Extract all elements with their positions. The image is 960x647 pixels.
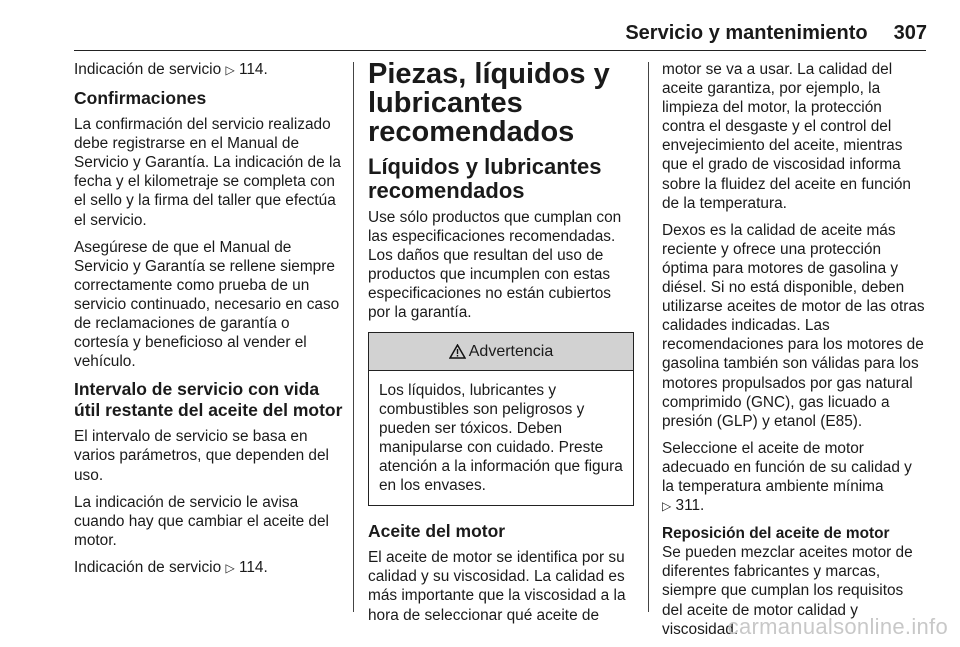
page-header bbox=[625, 22, 927, 45]
oil-continued-paragraph: motor se va a usar. La calidad del aceite garantiza, por ejemplo, la limpieza del motor, la protección contra el desgaste y el control del envejecimiento del aceite, mientras que el grado de viscosidad informa sobre la fluidez del aceite en función de la temperatura. bbox=[662, 61, 911, 212]
dexos-paragraph: Dexos es la calidad de aceite más reciente y ofrece una protección óptima para motores de gasolina y diésel. Si no está disponible, deben utilizarse aceites de motor de las otras calidades indicadas. Las recomendaciones para los motores de gasolina también son válidas para los motores propulsados por gas natural comprimido (GNC), gas licuado a presión (GLP) y etanol (E85). bbox=[662, 221, 925, 430]
warning-text: Los líquidos, lubricantes y combustibles son peligrosos y pueden ser tóxicos. Deben manipularse con cuidado. Preste atención a la información que figura en los envases. bbox=[379, 381, 623, 495]
use-paragraph: Use sólo productos que cumplan con las especificaciones recomendadas. Los daños que resultan del uso de productos que incumplen con estas especificaciones no están cubiertos por la garantía. bbox=[368, 209, 622, 322]
page-number: 307 bbox=[893, 22, 927, 44]
interval-paragraph-3: Indicación de servicio ▷ 114. bbox=[74, 558, 268, 576]
watermark: carmanualsonline.info bbox=[727, 614, 948, 639]
column-1 bbox=[74, 60, 346, 586]
header-rule bbox=[74, 50, 926, 51]
confirm-paragraph-1: La confirmación del servicio realizado debe registrarse en el Manual de Servicio y Garantía. La indicación de la fecha y el kilometraje se completa con el sello y la firma del taller que efectúa el servicio. bbox=[74, 116, 341, 229]
interval-paragraph-1: El intervalo de servicio se basa en varios parámetros, que dependen del uso. bbox=[74, 428, 329, 484]
section-subtitle: Líquidos y lubricantes recomendados bbox=[368, 154, 602, 203]
warning-triangle-icon bbox=[449, 344, 466, 359]
section-title: Piezas, líquidos y lubricantes recomendados bbox=[368, 58, 610, 148]
column-divider bbox=[353, 62, 354, 612]
select-oil-paragraph: Seleccione el aceite de motor adecuado en función de su calidad y la temperatura ambiente mínima ▷ 311. bbox=[662, 439, 912, 515]
heading-oil-refill: Reposición del aceite de motor bbox=[662, 525, 890, 543]
warning-box bbox=[368, 332, 634, 507]
column-2 bbox=[368, 60, 634, 633]
column-divider bbox=[648, 62, 649, 612]
header-title: Servicio y mantenimiento bbox=[625, 22, 868, 44]
warning-header bbox=[369, 333, 633, 371]
refill-paragraph: Se pueden mezclar aceites motor de diferentes fabricantes y marcas, siempre que cumplan los requisitos del aceite de motor calidad y viscosidad. bbox=[662, 544, 913, 638]
warning-title: Advertencia bbox=[468, 342, 554, 360]
intro-paragraph: Indicación de servicio ▷ 114. bbox=[74, 61, 268, 78]
page-ref-icon: ▷ bbox=[662, 499, 672, 514]
page-ref-link[interactable]: 311. bbox=[675, 497, 705, 515]
heading-confirmations: Confirmaciones bbox=[74, 88, 207, 109]
page-ref-link[interactable]: 114 bbox=[238, 558, 264, 576]
oil-paragraph: El aceite de motor se identifica por su calidad y su viscosidad. La calidad es más importante que la viscosidad a la hora de seleccionar qué aceite de bbox=[368, 549, 626, 624]
interval-paragraph-2: La indicación de servicio le avisa cuando hay que cambiar el aceite del motor. bbox=[74, 493, 329, 549]
heading-engine-oil: Aceite del motor bbox=[368, 521, 506, 542]
page-ref-icon: ▷ bbox=[225, 560, 235, 575]
page-ref-link[interactable]: 114 bbox=[238, 61, 264, 78]
page-ref-icon: ▷ bbox=[225, 63, 235, 77]
column-3 bbox=[662, 60, 928, 647]
heading-service-interval: Intervalo de servicio con vida útil restante del aceite del motor bbox=[74, 379, 343, 421]
confirm-paragraph-2: Asegúrese de que el Manual de Servicio y Garantía se rellene siempre correctamente como prueba de un servicio continuado, necesario en caso de reclamaciones de garantía o cortesía y beneficioso al vender el vehículo. bbox=[74, 238, 340, 371]
